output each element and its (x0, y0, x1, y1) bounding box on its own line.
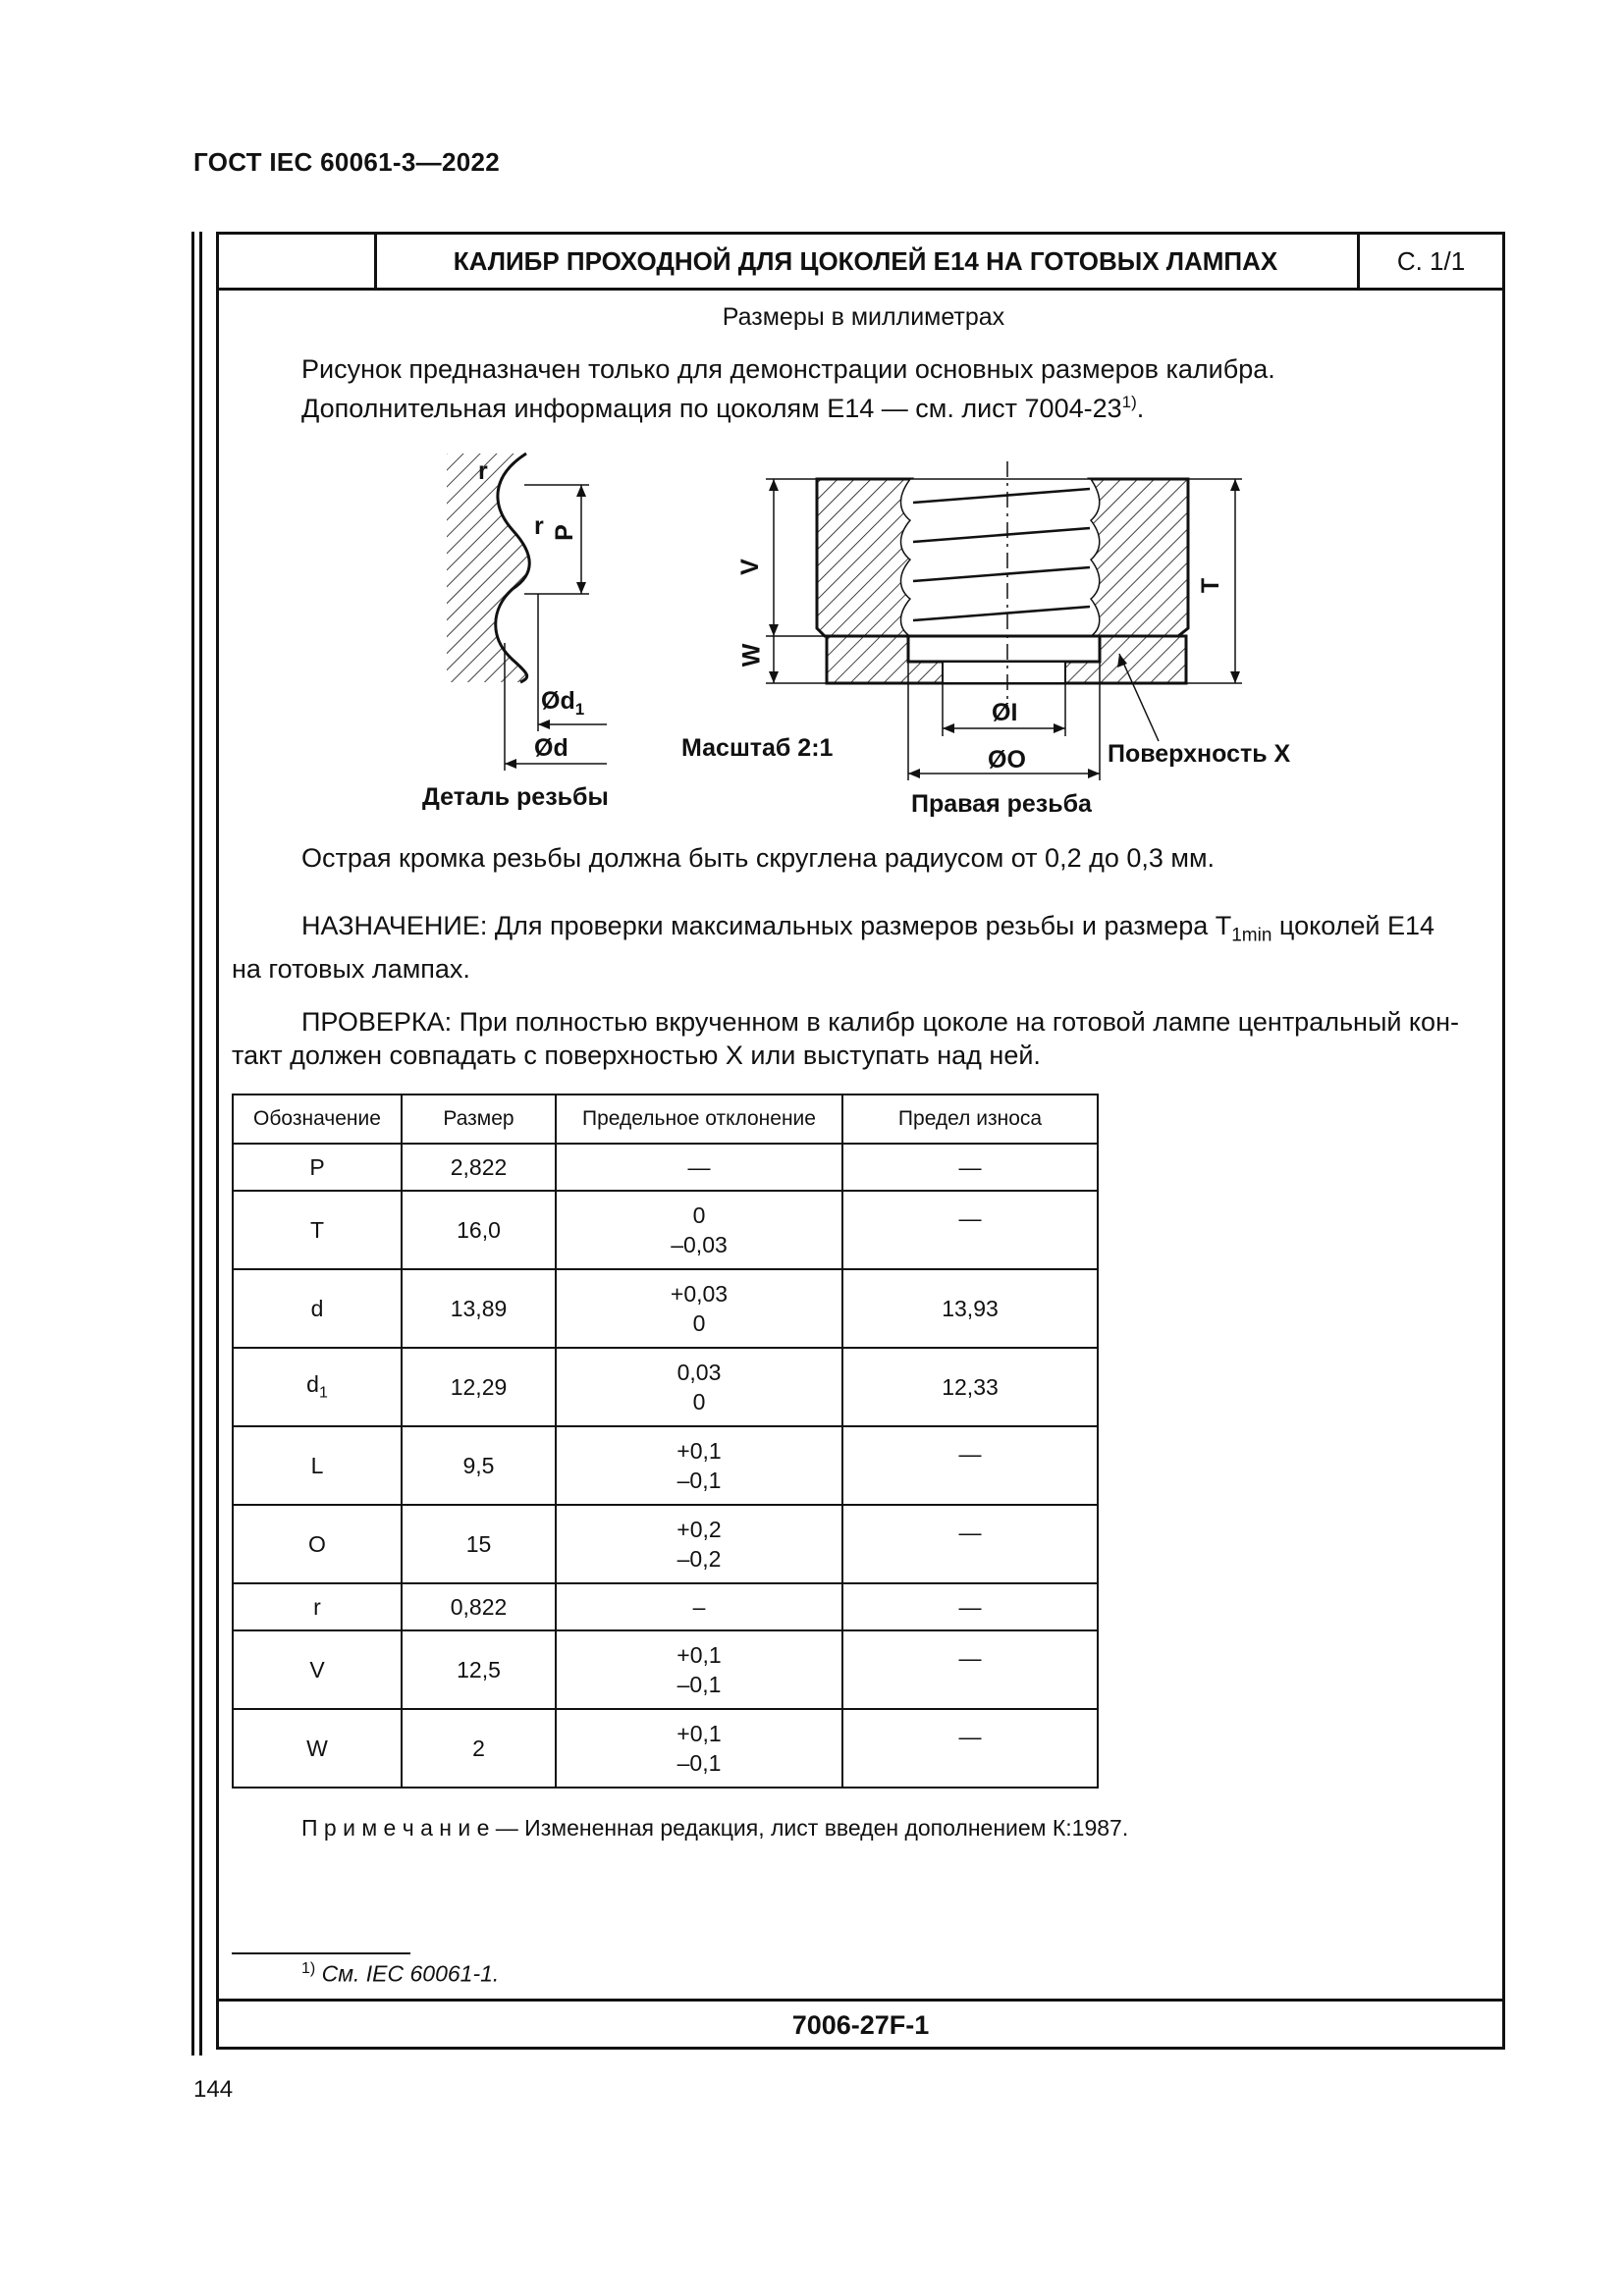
main-caption: Правая резьба (911, 790, 1092, 818)
cell-wear: 13,93 (842, 1269, 1098, 1348)
cell-wear: — (842, 1630, 1098, 1709)
cell-size: 2 (402, 1709, 556, 1788)
dim-label-p: P (550, 524, 578, 541)
units-label: Размеры в миллиметрах (722, 303, 1005, 331)
dim-label-o: ØO (988, 746, 1026, 774)
check-line-2: такт должен совпадать с поверхностью X или выступать над ней. (232, 1041, 1041, 1070)
check-paragraph (232, 1005, 1493, 1072)
cell-deviation: +0,1 –0,1 (556, 1709, 842, 1788)
table-note: П р и м е ч а н и е — Измененная редакция, лист введен дополнением К:1987. (301, 1815, 1129, 1841)
document-header: ГОСТ IEC 60061-3—2022 (193, 147, 500, 177)
cell-deviation: 0,03 0 (556, 1348, 842, 1426)
cell-wear: — (842, 1505, 1098, 1583)
cell-size: 0,822 (402, 1583, 556, 1630)
cell-symbol: L (233, 1426, 402, 1505)
intro-line-2: Дополнительная информация по цоколям Е14 — см. лист 7004-23$^{1)}$. (301, 393, 1145, 423)
cell-size: 12,5 (402, 1630, 556, 1709)
cell-wear: — (842, 1583, 1098, 1630)
cell-symbol: r (233, 1583, 402, 1630)
dim-label-t: T (1197, 577, 1225, 594)
cell-size: 13,89 (402, 1269, 556, 1348)
cell-symbol: P (233, 1144, 402, 1191)
cell-symbol: d (233, 1269, 402, 1348)
cell-size: 16,0 (402, 1191, 556, 1269)
dim-label-r: r (534, 512, 544, 540)
purpose-line-1: НАЗНАЧЕНИЕ: Для проверки максимальных размеров резьбы и размера $T_{1min}$ цоколей Е14 (301, 911, 1435, 946)
col-header-wear: Предел износа (842, 1095, 1098, 1144)
cell-symbol: T (233, 1191, 402, 1269)
table-row (233, 1505, 1098, 1583)
dim-label-i: ØI (992, 699, 1018, 726)
cell-wear: — (842, 1709, 1098, 1788)
cell-symbol: V (233, 1630, 402, 1709)
cell-size: 12,29 (402, 1348, 556, 1426)
surface-x-label: Поверхность X (1108, 740, 1291, 768)
dim-label-r: r (478, 457, 488, 485)
cell-deviation: – (556, 1583, 842, 1630)
sheet-title: КАЛИБР ПРОХОДНОЙ ДЛЯ ЦОКОЛЕЙ Е14 НА ГОТОВЫХ ЛАМПАХ (374, 235, 1360, 288)
cell-wear: — (842, 1191, 1098, 1269)
scale-label: Масштаб 2:1 (681, 734, 834, 762)
page-number: 144 (193, 2076, 234, 2103)
cell-deviation: — (556, 1144, 842, 1191)
footnote-separator (232, 1952, 410, 1954)
cell-symbol: $d_1$ (233, 1348, 402, 1426)
table-row (233, 1426, 1098, 1505)
gauge-section-drawing (766, 461, 1242, 780)
col-header-size: Размер (402, 1095, 556, 1144)
cell-deviation: +0,1 –0,1 (556, 1426, 842, 1505)
table-row (233, 1630, 1098, 1709)
cell-size: 9,5 (402, 1426, 556, 1505)
col-header-deviation: Предельное отклонение (556, 1095, 842, 1144)
dim-label-d: Ød (534, 734, 568, 762)
dim-label-w: W (737, 643, 766, 667)
purpose-line-2: на готовых лампах. (232, 954, 470, 985)
dim-label-d1: $Ød_1$ (541, 687, 585, 719)
cell-wear: — (842, 1426, 1098, 1505)
table-row (233, 1709, 1098, 1788)
cell-deviation: +0,03 0 (556, 1269, 842, 1348)
table-row (233, 1144, 1098, 1191)
purpose-paragraph (232, 909, 1493, 986)
footnote: $^{1)}$ См. IEC 60061-1. (301, 1960, 500, 1987)
detail-caption: Деталь резьбы (422, 783, 609, 811)
table-row (233, 1348, 1098, 1426)
intro-line-1: Рисунок предназначен только для демонстрации основных размеров калибра. (301, 354, 1275, 384)
cell-wear: — (842, 1144, 1098, 1191)
table-row (233, 1583, 1098, 1630)
cell-size: 2,822 (402, 1144, 556, 1191)
cell-deviation: +0,1 –0,1 (556, 1630, 842, 1709)
col-header-symbol: Обозначение (233, 1095, 402, 1144)
cell-wear: 12,33 (842, 1348, 1098, 1426)
dim-label-v: V (735, 559, 764, 575)
thread-detail-drawing (447, 454, 607, 771)
cell-deviation: 0 –0,03 (556, 1191, 842, 1269)
cell-size: 15 (402, 1505, 556, 1583)
cell-symbol: O (233, 1505, 402, 1583)
table-row (233, 1191, 1098, 1269)
dimension-table (232, 1094, 1099, 1789)
edge-note: Острая кромка резьбы должна быть скруглена радиусом от 0,2 до 0,3 мм. (301, 843, 1216, 873)
sheet-page-ref: С. 1/1 (1396, 245, 1466, 276)
cell-deviation: +0,2 –0,2 (556, 1505, 842, 1583)
table-row (233, 1269, 1098, 1348)
cell-symbol: W (233, 1709, 402, 1788)
check-line-1: ПРОВЕРКА: При полностью вкрученном в калибр цоколе на готовой лампе центральный кон- (301, 1007, 1459, 1037)
table-header-row (233, 1095, 1098, 1144)
footnote-ref: 1) (1121, 393, 1137, 411)
sheet-id: 7006-27F-1 (216, 1999, 1505, 2050)
